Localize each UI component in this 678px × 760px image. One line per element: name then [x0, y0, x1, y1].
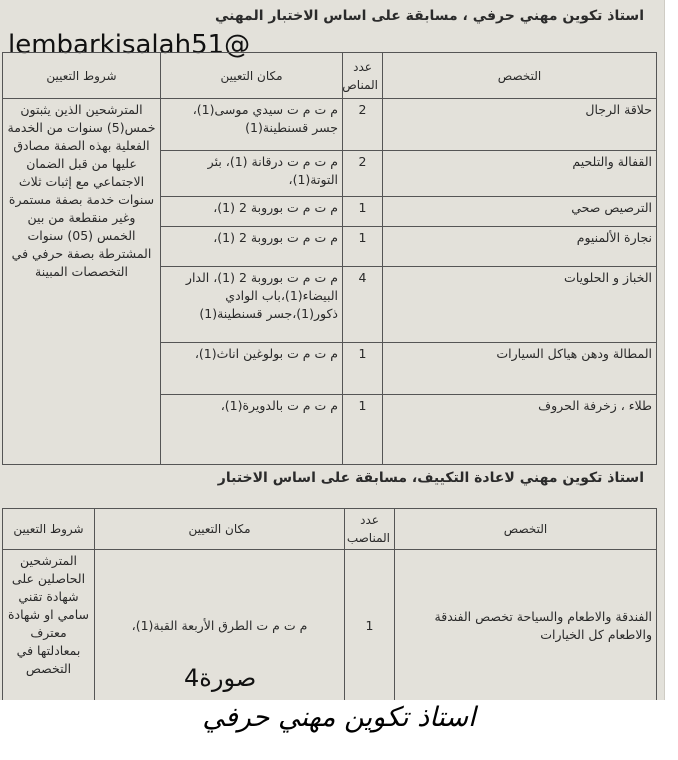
- row-place: م ت م ت بوروبة 2 (1)، الدار البيضاء(1)،باب الوادي ذكور(1)،جسر قسنطينة(1): [161, 267, 343, 343]
- header-count: عدد المناصب: [345, 509, 395, 550]
- banner-title: استاذ تكوين مهني حرفي ، مسابقة على اساس الاختبار المهني: [214, 8, 644, 24]
- row-count: 1: [345, 550, 395, 701]
- row-count: 1: [343, 197, 383, 227]
- section-title-2: استاذ تكوين مهني لاعادة التكييف، مسابقة على اساس الاختبار: [217, 470, 644, 486]
- header-specialty: التخصص: [383, 53, 657, 99]
- row-place: م ت م ت بالدويرة(1)،: [161, 395, 343, 465]
- row-count: 2: [343, 99, 383, 151]
- header-count: عدد المناص: [343, 53, 383, 99]
- row-place: م ت م ت بوروبة 2 (1)،: [161, 197, 343, 227]
- row-specialty: نجارة الألمنيوم: [383, 227, 657, 267]
- row-specialty: طلاء ، زخرفة الحروف: [383, 395, 657, 465]
- row-place: م ت م ت درقانة (1)، بئر التوتة(1)،: [161, 151, 343, 197]
- row-specialty: القفالة والتلحيم: [383, 151, 657, 197]
- row-specialty: حلاقة الرجال: [383, 99, 657, 151]
- row-place: م ت م ت بولوغين اناث(1)،: [161, 343, 343, 395]
- table-header-row: [3, 53, 657, 99]
- caption: استاذ تكوين مهني حرفي: [202, 702, 476, 733]
- row-count: 4: [343, 267, 383, 343]
- row-specialty: الترصيص صحي: [383, 197, 657, 227]
- watermark: lembarkisalah51@: [8, 30, 251, 60]
- row-specialty: المطالة ودهن هياكل السيارات: [383, 343, 657, 395]
- retraining-table: [2, 508, 657, 700]
- row-count: 1: [343, 227, 383, 267]
- row-place: م ت م ت بوروبة 2 (1)،: [161, 227, 343, 267]
- row-place: م ت م ت الطرق الأربعة القبة(1)،: [95, 550, 345, 701]
- table-header-row: [3, 509, 657, 550]
- header-place: مكان التعيين: [95, 509, 345, 550]
- conditions-cell: المترشحين الذين يثبتون خمس(5) سنوات من الخدمة الفعلية بهذه الصفة مصادق عليها من قبل الضمان الاجتماعي مع إثبات ثلاث سنوات خدمة بصفة مستمرة وغير منقطعة من بين الخمس (05) سنوات المشترطة بصفة حرفي في التخصصات المبينة: [3, 99, 161, 465]
- table-row: [3, 550, 657, 701]
- row-count: 2: [343, 151, 383, 197]
- picture-label: صورة4: [184, 664, 257, 692]
- header-conditions: شروط التعيين: [3, 53, 161, 99]
- row-count: 1: [343, 343, 383, 395]
- header-place: مكان التعيين: [161, 53, 343, 99]
- table-row: [3, 99, 657, 151]
- row-specialty: الخباز و الحلويات: [383, 267, 657, 343]
- header-conditions: شروط التعيين: [3, 509, 95, 550]
- row-place: م ت م ت سيدي موسى(1)، جسر قسنطينة(1): [161, 99, 343, 151]
- positions-table: [2, 52, 657, 465]
- row-specialty: الفندقة والاطعام والسياحة تخصص الفندقة والاطعام كل الخيارات: [395, 550, 657, 701]
- header-specialty: التخصص: [395, 509, 657, 550]
- conditions-cell: المترشحين الحاصلين على شهادة تقني سامي او شهادة معترف بمعادلتها في التخصص: [3, 550, 95, 701]
- row-count: 1: [343, 395, 383, 465]
